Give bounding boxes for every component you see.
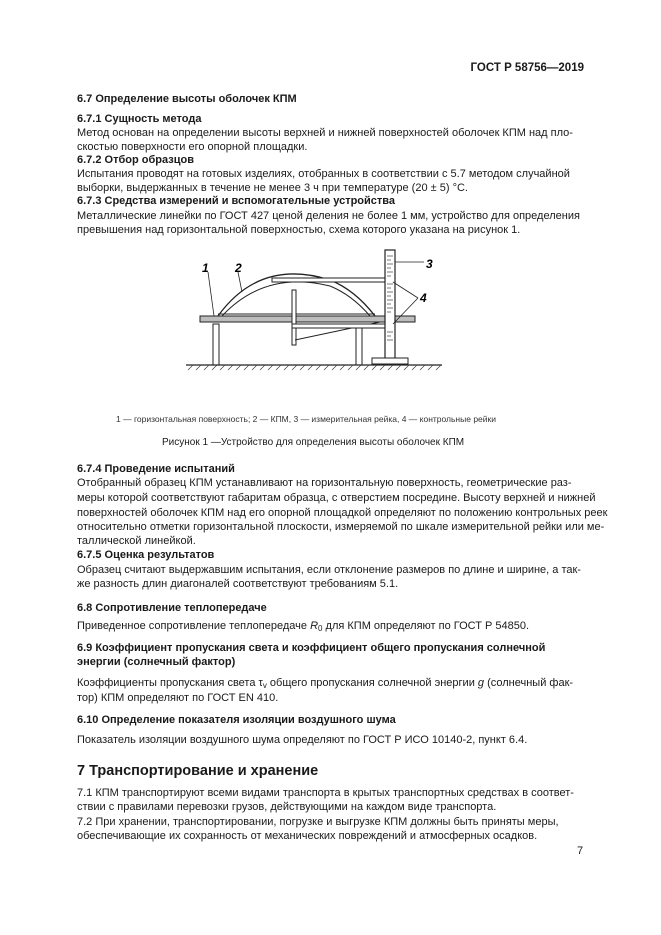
section-6-8-text-b: для КПМ определяют по ГОСТ Р 54850. <box>322 620 530 632</box>
section-7-2-line2: обеспечивающие их сохранность от механических повреждений и атмосферных осадков. <box>77 830 538 842</box>
section-6-8-text <box>77 619 529 636</box>
section-6-7-4-line4: относительно отметки горизонтальной плоскости, измеряемой по шкале измерительной рейки или ме- <box>77 521 605 533</box>
section-6-7-3-line2: превышения над горизонтальной поверхностью, схема которого указана на рисунок 1. <box>77 224 521 236</box>
label-1: 1 <box>202 261 209 275</box>
section-6-7-4-title: 6.7.4 Проведение испытаний <box>77 463 235 475</box>
standard-designation: ГОСТ Р 58756—2019 <box>470 62 584 74</box>
section-6-10-title: 6.10 Определение показателя изоляции воздушного шума <box>77 714 396 726</box>
label-4: 4 <box>420 291 427 305</box>
measuring-device-diagram <box>180 240 460 400</box>
page-number: 7 <box>577 845 584 857</box>
section-6-9-line1-b: общего пропускания солнечной энергии <box>266 677 478 689</box>
section-6-9-line1-a: Коэффициенты пропускания света τ <box>77 677 263 689</box>
section-6-7-1-title: 6.7.1 Сущность метода <box>77 113 202 125</box>
ground-hatching <box>188 365 441 370</box>
section-6-8-text-a: Приведенное сопротивление теплопередаче <box>77 620 311 632</box>
label-3: 3 <box>426 257 433 271</box>
section-6-7-1-line2: скостью поверхности его опорной площадки. <box>77 141 308 153</box>
support-post <box>292 290 296 345</box>
figure-caption: Рисунок 1 —Устройство для определения высоты оболочек КПМ <box>162 437 465 448</box>
rod-base <box>372 358 408 364</box>
section-6-7-4-line1: Отобранный образец КПМ устанавливают на горизонтальную поверхность, геометрические раз- <box>77 477 572 489</box>
resistance-symbol: R <box>310 620 319 632</box>
upper-control-rail <box>272 278 392 282</box>
resistance-subscript: 0 <box>318 624 323 633</box>
lower-control-rail <box>292 324 390 328</box>
section-6-7-2-line2: выборки, выдержанных в течение не менее 3 ч при температуре (20 ± 5) °С. <box>77 182 468 194</box>
section-6-7-title: 6.7 Определение высоты оболочек КПМ <box>77 93 297 105</box>
section-6-7-1-line1: Метод основан на определении высоты верхней и нижней поверхностей оболочек КПМ над пло- <box>77 127 573 139</box>
table-leg-left <box>213 324 219 365</box>
section-6-9-title-line1: 6.9 Коэффициент пропускания света и коэффициент общего пропускания солнечной <box>77 642 546 654</box>
horizontal-surface <box>200 316 415 322</box>
g-symbol: g <box>477 677 485 689</box>
section-6-9-line1-c: (солнечный фак- <box>484 677 574 689</box>
section-6-9-title-line2: энергии (солнечный фактор) <box>77 656 236 668</box>
section-6-7-3-line1: Металлические линейки по ГОСТ 427 ценой деления не более 1 мм, устройство для определения <box>77 210 580 222</box>
section-7-2-line1: 7.2 При хранении, транспортировании, погрузке и выгрузке КПМ должны быть приняты меры, <box>77 816 559 828</box>
section-6-8-title: 6.8 Сопротивление теплопередаче <box>77 602 267 614</box>
section-6-10-line1: Показатель изоляции воздушного шума определяют по ГОСТ Р ИСО 10140-2, пункт 6.4. <box>77 734 528 746</box>
section-6-7-3-title: 6.7.3 Средства измерений и вспомогательные устройства <box>77 195 396 207</box>
section-7-1-line2: ствии с правилами перевозки грузов, действующими на каждом виде транспорта. <box>77 801 497 813</box>
figure-legend: 1 — горизонтальная поверхность; 2 — КПМ, 3 — измерительная рейка, 4 — контрольные рейки <box>116 414 496 424</box>
section-6-9-line2: тор) КПМ определяют по ГОСТ EN 410. <box>77 692 279 704</box>
section-7-title: 7 Транспортирование и хранение <box>77 763 319 779</box>
measuring-rod <box>385 250 395 360</box>
section-6-7-4-line3: поверхностей оболочек КПМ над его опорной площадкой определяют по положению контрольных реек <box>77 507 608 519</box>
leader-2 <box>238 272 242 292</box>
section-6-7-2-title: 6.7.2 Отбор образцов <box>77 154 194 166</box>
section-6-7-5-line2: же разность длин диагоналей соответствуют требованиям 5.1. <box>77 578 399 590</box>
table-leg-right <box>356 324 362 365</box>
section-6-7-4-line2: меры которой соответствуют габаритам образца, с отверстием посредине. Высоту верхней и нижней <box>77 492 596 504</box>
section-6-7-5-title: 6.7.5 Оценка результатов <box>77 549 215 561</box>
leader-4a <box>393 282 418 298</box>
section-6-7-4-line5: таллической линейкой. <box>77 535 196 547</box>
tau-subscript: v <box>262 681 267 690</box>
leader-1 <box>208 272 214 316</box>
section-6-7-2-line1: Испытания проводят на готовых изделиях, отобранных в соответствии с 5.7 методом случайной <box>77 168 570 180</box>
section-7-1-line1: 7.1 КПМ транспортируют всеми видами транспорта в крытых транспортных средствах в соответ- <box>77 787 574 799</box>
label-2: 2 <box>235 261 242 275</box>
section-6-7-5-line1: Образец считают выдержавшим испытания, если отклонение размеров по длине и ширине, а так- <box>77 564 581 576</box>
